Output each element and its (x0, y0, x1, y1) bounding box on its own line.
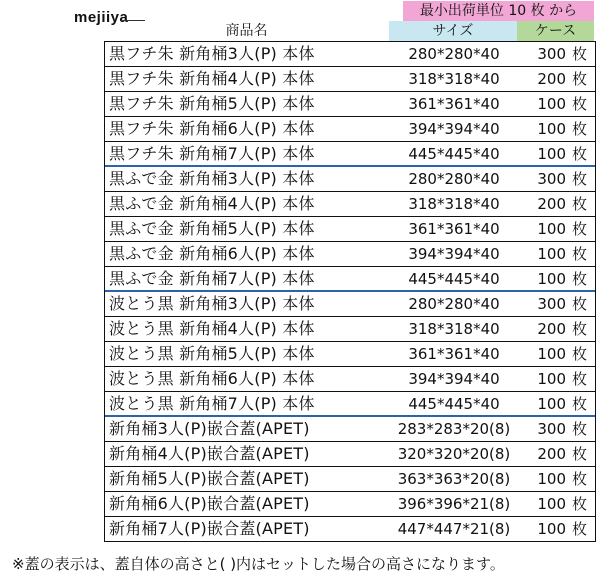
product-name-cell: 波とう黒 新角桶6人(P) 本体 (109, 369, 315, 388)
case-unit-cell: 枚 (572, 520, 588, 538)
size-cell: 394*394*40 (408, 370, 500, 388)
size-cell: 394*394*40 (408, 245, 500, 263)
product-table (104, 41, 596, 542)
case-unit-cell: 枚 (572, 45, 588, 63)
case-unit-cell: 枚 (572, 470, 588, 488)
table-header (104, 21, 594, 41)
case-qty-cell: 100 (537, 470, 566, 488)
case-unit-cell: 枚 (572, 120, 588, 138)
size-cell: 445*445*40 (408, 270, 500, 288)
footnote: ※蓋の表示は、蓋自体の高さと( )内はセットした場合の高さになります。 (12, 555, 505, 573)
header-product-name: 商品名 (225, 23, 268, 39)
case-unit-cell: 枚 (572, 195, 588, 213)
size-cell: 280*280*40 (408, 45, 500, 63)
table-row (105, 42, 595, 67)
case-unit-cell: 枚 (572, 320, 588, 338)
case-qty-cell: 100 (537, 395, 566, 413)
product-name-cell: 黒フチ朱 新角桶6人(P) 本体 (109, 119, 315, 138)
product-name-cell: 黒フチ朱 新角桶5人(P) 本体 (109, 94, 315, 113)
product-name-cell: 黒フチ朱 新角桶3人(P) 本体 (109, 44, 315, 63)
case-qty-cell: 200 (537, 445, 566, 463)
case-unit-cell: 枚 (572, 220, 588, 238)
product-name-cell: 波とう黒 新角桶3人(P) 本体 (109, 294, 315, 313)
size-cell: 396*396*21(8) (397, 495, 511, 513)
case-unit-cell: 枚 (572, 245, 588, 263)
case-qty-cell: 100 (537, 345, 566, 363)
product-name-cell: 黒ふで金 新角桶6人(P) 本体 (109, 244, 315, 263)
case-unit-cell: 枚 (572, 70, 588, 88)
product-name-cell: 黒ふで金 新角桶7人(P) 本体 (109, 269, 315, 288)
header-case: ケース (517, 21, 594, 41)
case-unit-cell: 枚 (572, 170, 588, 188)
case-unit-cell: 枚 (572, 270, 588, 288)
case-qty-cell: 100 (537, 145, 566, 163)
min-order-banner: 最小出荷単位 10 枚 から (403, 1, 594, 21)
product-name-cell: 波とう黒 新角桶4人(P) 本体 (109, 319, 315, 338)
case-qty-cell: 100 (537, 370, 566, 388)
case-qty-cell: 100 (537, 220, 566, 238)
table-row (105, 267, 595, 292)
case-qty-cell: 100 (537, 495, 566, 513)
case-qty-cell: 300 (537, 295, 566, 313)
table-row (105, 367, 595, 392)
case-qty-cell: 300 (537, 420, 566, 438)
size-cell: 318*318*40 (408, 320, 500, 338)
case-unit-cell: 枚 (572, 295, 588, 313)
product-name-cell: 波とう黒 新角桶7人(P) 本体 (109, 394, 315, 413)
product-name-cell: 黒ふで金 新角桶3人(P) 本体 (109, 169, 315, 188)
table-row (105, 442, 595, 467)
brand-logo: mejiiya (74, 9, 129, 26)
size-cell: 280*280*40 (408, 295, 500, 313)
table-row (105, 317, 595, 342)
case-unit-cell: 枚 (572, 395, 588, 413)
case-unit-cell: 枚 (572, 370, 588, 388)
size-cell: 283*283*20(8) (397, 420, 511, 438)
case-qty-cell: 100 (537, 520, 566, 538)
product-name-cell: 新角桶5人(P)嵌合蓋(APET) (109, 469, 310, 488)
size-cell: 318*318*40 (408, 195, 500, 213)
case-qty-cell: 100 (537, 245, 566, 263)
case-qty-cell: 100 (537, 270, 566, 288)
size-cell: 361*361*40 (408, 220, 500, 238)
product-name-cell: 黒フチ朱 新角桶4人(P) 本体 (109, 69, 315, 88)
case-qty-cell: 200 (537, 70, 566, 88)
header-size: サイズ (389, 21, 517, 41)
table-row (105, 392, 595, 417)
size-cell: 363*363*20(8) (397, 470, 511, 488)
table-row (105, 67, 595, 92)
product-name-cell: 波とう黒 新角桶5人(P) 本体 (109, 344, 315, 363)
table-row (105, 517, 595, 542)
size-cell: 318*318*40 (408, 70, 500, 88)
table-row (105, 192, 595, 217)
case-qty-cell: 200 (537, 320, 566, 338)
case-unit-cell: 枚 (572, 495, 588, 513)
table-row (105, 142, 595, 167)
case-unit-cell: 枚 (572, 445, 588, 463)
table-row (105, 492, 595, 517)
size-cell: 361*361*40 (408, 95, 500, 113)
case-qty-cell: 100 (537, 95, 566, 113)
size-cell: 394*394*40 (408, 120, 500, 138)
case-unit-cell: 枚 (572, 420, 588, 438)
case-qty-cell: 300 (537, 170, 566, 188)
table-row (105, 292, 595, 317)
case-unit-cell: 枚 (572, 145, 588, 163)
product-name-cell: 黒ふで金 新角桶5人(P) 本体 (109, 219, 315, 238)
size-cell: 361*361*40 (408, 345, 500, 363)
size-cell: 445*445*40 (408, 145, 500, 163)
size-cell: 445*445*40 (408, 395, 500, 413)
case-qty-cell: 300 (537, 45, 566, 63)
product-name-cell: 新角桶6人(P)嵌合蓋(APET) (109, 494, 310, 513)
size-cell: 447*447*21(8) (397, 520, 511, 538)
product-name-cell: 新角桶3人(P)嵌合蓋(APET) (109, 419, 310, 438)
case-unit-cell: 枚 (572, 95, 588, 113)
table-row (105, 342, 595, 367)
table-row (105, 242, 595, 267)
size-cell: 280*280*40 (408, 170, 500, 188)
table-row (105, 217, 595, 242)
table-row (105, 117, 595, 142)
product-name-cell: 新角桶7人(P)嵌合蓋(APET) (109, 519, 310, 538)
case-qty-cell: 100 (537, 120, 566, 138)
product-name-cell: 新角桶4人(P)嵌合蓋(APET) (109, 444, 310, 463)
table-row (105, 417, 595, 442)
product-name-cell: 黒フチ朱 新角桶7人(P) 本体 (109, 144, 315, 163)
case-unit-cell: 枚 (572, 345, 588, 363)
size-cell: 320*320*20(8) (397, 445, 511, 463)
table-row (105, 467, 595, 492)
table-row (105, 167, 595, 192)
table-row (105, 92, 595, 117)
product-name-cell: 黒ふで金 新角桶4人(P) 本体 (109, 194, 315, 213)
case-qty-cell: 200 (537, 195, 566, 213)
